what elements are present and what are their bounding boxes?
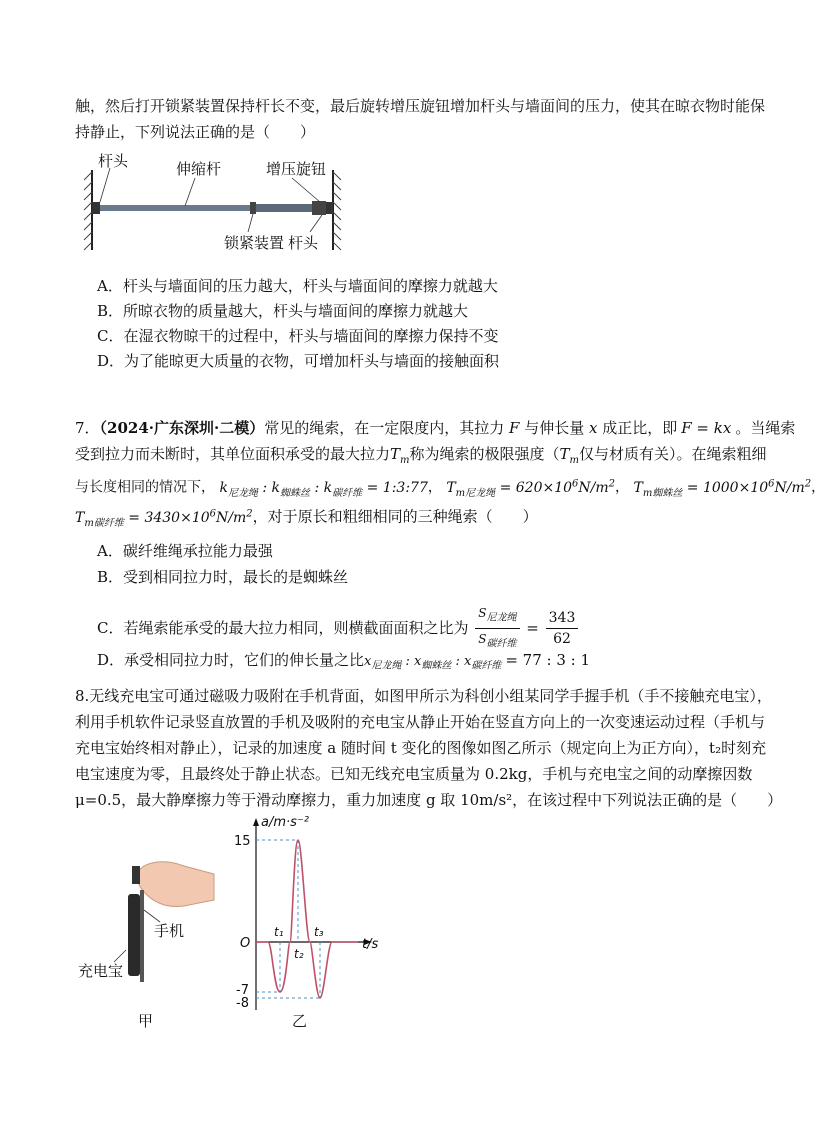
q7-line2 — [75, 444, 767, 471]
t2-label: t₂ — [294, 947, 304, 961]
q7-option-c: C．若绳索能承受的最大拉力相同，则横截面面积之比为 $\frac{S_{尼龙绳}}{S_{碳纤维}}$ = $\frac{343}{62}$ — [97, 603, 580, 655]
y-axis-arrow — [253, 818, 259, 826]
q7-text-2c: 仅与材质有关）。在绳索粗细 — [579, 445, 767, 463]
lock-device — [250, 202, 256, 214]
q7-option-d-x-ratio: $x_{尼龙绳}$ : $x_{蜘蛛丝}$ : $x_{碳纤维}$ — [364, 654, 502, 672]
q8-line2: 利用手机软件记录竖直放置的手机及吸附的充电宝从静止开始在竖直方向上的一次变速运动过程（手机与 — [75, 713, 766, 731]
left-rod-head — [92, 202, 100, 214]
q6-option-c: C．在湿衣物晾干的过程中，杆头与墙面间的摩擦力保持不变 — [97, 327, 499, 345]
q7-text-1d: 。当绳索 — [735, 419, 796, 437]
hand-shape — [137, 862, 214, 907]
acceleration-curve — [256, 840, 358, 998]
q7-option-c-text: C．若绳索能承受的最大拉力相同，则横截面面积之比为 — [97, 618, 469, 637]
q7-tm-symbol-2: $T_m$ — [559, 445, 580, 466]
q7-source: （2024·广东深圳·二模） — [99, 419, 265, 437]
q7-line3: 与长度相同的情况下， $k_{尼龙绳}$ : $k_{蜘蛛丝}$ : $k_{碳纤维}$ = 1:3:77， $T_{m尼龙绳} = 620\times 10^6N/m^2$， $T_{m蜘蛛丝} = 1000\times 10^6N/m^2$， — [75, 478, 825, 499]
t3-label: t₃ — [314, 925, 324, 939]
q7-option-b: B．受到相同拉力时，最长的是蜘蛛丝 — [97, 568, 349, 586]
q6-option-b: B．所晾衣物的质量越大，杆头与墙面间的摩擦力就越大 — [97, 302, 469, 320]
rod-inner — [100, 205, 252, 211]
q7-text-3a: 与长度相同的情况下， — [75, 479, 215, 496]
q7-option-d-text: D．承受相同拉力时，它们的伸长量之比 — [97, 651, 365, 669]
label-knob: 增压旋钮 — [266, 160, 327, 178]
label-lock: 锁紧装置 — [224, 234, 285, 252]
q8-figure-jia — [74, 850, 224, 1030]
q6-option-a: A．杆头与墙面间的压力越大，杆头与墙面间的摩擦力就越大 — [97, 277, 498, 295]
q6-rod-figure — [80, 150, 370, 258]
q7-formula-fkx: F = kx — [681, 419, 732, 437]
q7-tm-nylon: $T_{m尼龙绳} = 620\times 10^6N/m^2$ — [446, 478, 616, 499]
origin-label: O — [240, 936, 251, 951]
q7-line1: 7．（2024·广东深圳·二模）常见的绳索，在一定限度内，其拉力 F 与伸长量 x 成正比，即 F = kx 。当绳索 — [75, 419, 796, 437]
rod-outer — [250, 204, 312, 212]
q7-option-d — [97, 650, 590, 677]
q8-line1: 8.无线充电宝可通过磁吸力吸附在手机背面，如图甲所示为科创小组某同学手握手机（手不接触充电宝）， — [75, 687, 772, 705]
q7-text-1a: 常见的绳索，在一定限度内，其拉力 — [264, 419, 505, 437]
q6-option-d: D．为了能晾更大质量的衣物，可增加杆头与墙面的接触面积 — [97, 352, 500, 370]
q7-line4 — [75, 504, 538, 533]
phone-body — [140, 890, 144, 982]
q7-option-c-value: $\frac{343}{62}$ — [546, 608, 579, 649]
tick-minus7: -7 — [236, 983, 249, 998]
q6-line2: 持静止，下列说法正确的是（ ） — [75, 123, 316, 141]
x-axis-label: t/s — [362, 937, 379, 952]
label-head-left: 杆头 — [98, 152, 129, 170]
q7-text-1b: 与伸长量 — [524, 419, 585, 437]
label-phone: 手机 — [154, 922, 185, 940]
q7-text-4b: ，对于原长和粗细相同的三种绳索（ ） — [252, 507, 538, 526]
q7-option-c-area-ratio: $\frac{S_{尼龙绳}}{S_{碳纤维}}$ — [475, 603, 519, 655]
caption-jia: 甲 — [138, 1012, 154, 1030]
q7-text-2b: 称为绳索的极限强度（ — [409, 445, 560, 463]
q7-tm-spider: $T_{m蜘蛛丝} = 1000\times 10^6N/m^2$ — [633, 478, 812, 499]
right-rod-head — [326, 202, 333, 214]
q7-k-ratio: $k_{尼龙绳}$ : $k_{蜘蛛丝}$ : $k_{碳纤维}$ = 1:3:77 — [219, 479, 428, 499]
phone-top — [132, 866, 140, 884]
q7-number: 7． — [75, 419, 100, 437]
label-rod: 伸缩杆 — [176, 160, 222, 178]
q8-figure-yi — [228, 812, 398, 1030]
q8-line3: 充电宝始终相对静止），记录的加速度 a 随时间 t 变化的图像如图乙所示（规定向上为正方向），t₂时刻充 — [75, 739, 767, 757]
q7-tm-symbol-1: $T_m$ — [390, 445, 410, 466]
tick-minus8: -8 — [236, 996, 249, 1011]
power-bank-shape — [128, 894, 140, 976]
q7-option-a: A．碳纤维绳承拉能力最强 — [97, 542, 273, 560]
q6-line1: 触，然后打开锁紧装置保持杆长不变，最后旋转增压旋钮增加杆头与墙面间的压力，使其在晾衣物时能保 — [75, 97, 766, 115]
q7-tm-carbon: $T_{m碳纤维} = 3430\times 10^6N/m^2$ — [75, 508, 253, 529]
q7-text-1c: 成正比，即 — [602, 419, 678, 437]
tick-15: 15 — [234, 834, 251, 849]
q8-line5: μ=0.5，最大静摩擦力等于滑动摩擦力，重力加速度 g 取 10m/s²，在该过程中下列说法正确的是（ ） — [75, 791, 783, 809]
q8-line4: 电宝速度为零，且最终处于静止状态。已知无线充电宝质量为 0.2kg，手机与充电宝之间的动摩擦因数 — [75, 765, 753, 783]
pressure-knob — [312, 201, 326, 215]
label-power-bank: 充电宝 — [78, 962, 124, 980]
caption-yi: 乙 — [292, 1012, 308, 1030]
q7-text-2a: 受到拉力而未断时，其单位面积承受的最大拉力 — [75, 445, 391, 463]
q7-option-d-value: = 77 : 3 : 1 — [505, 651, 591, 669]
y-axis-label: a/m·s⁻² — [261, 815, 309, 830]
label-head-right: 杆头 — [288, 234, 319, 252]
t1-label: t₁ — [274, 925, 284, 939]
